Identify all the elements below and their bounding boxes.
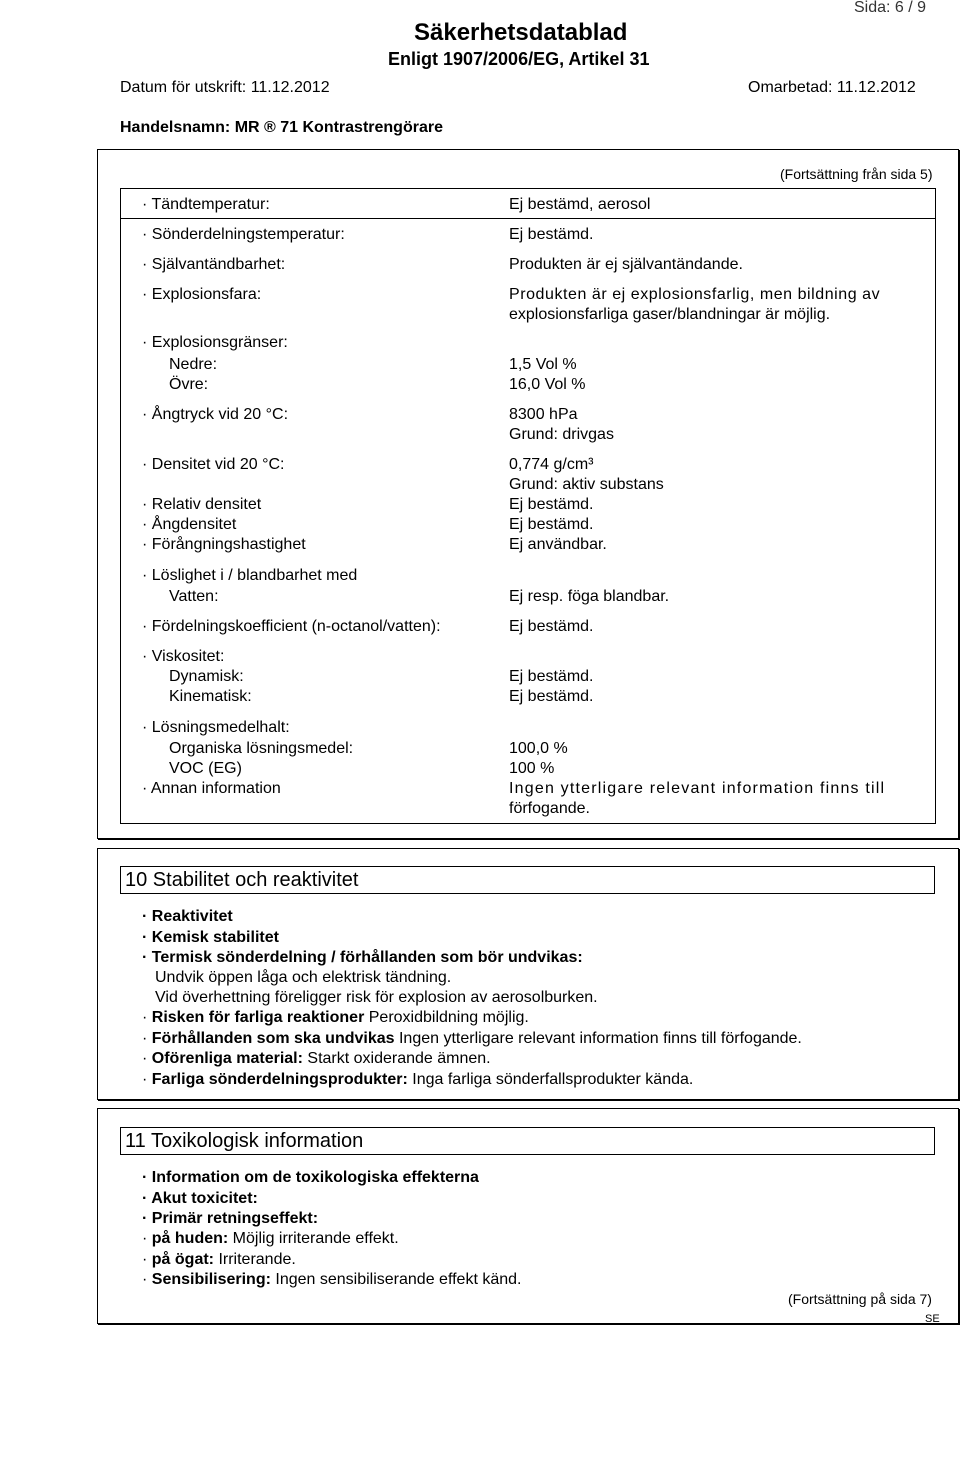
conditions-to-avoid-value: Ingen ytterligare relevant information finns till förfogande.: [398, 1030, 802, 1047]
viscosity-label: · Viskositet:: [142, 647, 224, 667]
conditions-to-avoid-row: · Förhållanden som ska undvikas Ingen ytterligare relevant information finns till förfogande.: [142, 1030, 802, 1047]
incompatible-materials-label: Oförenliga material:: [151, 1050, 303, 1067]
lower-limit-label: Nedre:: [169, 356, 218, 373]
ignition-label: · Tändtemperatur:: [142, 195, 270, 215]
voc-label: VOC (EG): [169, 760, 242, 777]
decomposition-temp-value: Ej bestämd.: [509, 226, 594, 243]
hazardous-reactions-row: · Risken för farliga reaktioner Peroxidbildning möjlig.: [142, 1009, 529, 1026]
acute-toxicity-label: · Akut toxicitet:: [142, 1189, 258, 1209]
water-value: Ej resp. föga blandbar.: [509, 588, 670, 605]
partition-coefficient-label: · Fördelningskoefficient (n-octanol/vatten):: [142, 617, 441, 637]
language-code: SE: [925, 1313, 940, 1325]
section-11-title: 11 Toxikologisk information: [120, 1127, 935, 1155]
organic-solvents-value: 100,0 %: [509, 740, 568, 757]
decomposition-products-row: · Farliga sönderdelningsprodukter: Inga farliga sönderfallsprodukter kända.: [142, 1071, 694, 1088]
ignition-value: Ej bestämd, aerosol: [509, 196, 651, 213]
evaporation-rate-label: · Förångningshastighet: [142, 535, 306, 555]
skin-effect-row: · på huden: Möjlig irriterande effekt.: [142, 1230, 399, 1247]
sensitization-label: Sensibilisering:: [151, 1271, 271, 1288]
eye-effect-label: på ögat:: [151, 1251, 214, 1268]
density-reason: Grund: aktiv substans: [509, 476, 664, 493]
row-divider: [121, 218, 935, 219]
relative-density-label: · Relativ densitet: [142, 495, 261, 515]
document-subtitle: Enligt 1907/2006/EG, Artikel 31: [388, 49, 650, 69]
print-date: Datum för utskrift: 11.12.2012: [120, 79, 330, 96]
toxicological-info-label: · Information om de toxikologiska effekterna: [142, 1168, 479, 1188]
voc-value: 100 %: [509, 760, 555, 777]
conditions-to-avoid-label: Förhållanden som ska undvikas: [151, 1030, 395, 1047]
kinematic-viscosity-label: Kinematisk:: [169, 688, 252, 705]
decomposition-products-value: Inga farliga sönderfallsprodukter kända.: [412, 1071, 694, 1088]
thermal-decomposition-text-2: Vid överhettning föreligger risk för explosion av aerosolburken.: [155, 989, 598, 1006]
evaporation-rate-value: Ej användbar.: [509, 536, 607, 553]
chemical-stability-label: · Kemisk stabilitet: [142, 928, 279, 948]
explosion-hazard-value-cont: explosionsfarliga gaser/blandningar är möjlig.: [509, 306, 831, 323]
other-information-label: · Annan information: [142, 779, 281, 799]
hazardous-reactions-label: Risken för farliga reaktioner: [151, 1009, 365, 1026]
reactivity-label: · Reaktivitet: [142, 907, 233, 927]
explosion-hazard-label: · Explosionsfara:: [142, 285, 261, 305]
page-number: Sida: 6 / 9: [854, 0, 927, 16]
revised-date: Omarbetad: 11.12.2012: [748, 79, 916, 96]
organic-solvents-label: Organiska lösningsmedel:: [169, 740, 354, 757]
primary-irritant-label: · Primär retningseffekt:: [142, 1209, 318, 1229]
continued-to: (Fortsättning på sida 7): [788, 1291, 932, 1307]
incompatible-materials-value: Starkt oxiderande ämnen.: [307, 1050, 491, 1067]
thermal-decomposition-label: · Termisk sönderdelning / förhållanden som bör undvikas:: [142, 948, 583, 968]
decomposition-products-label: Farliga sönderdelningsprodukter:: [151, 1071, 408, 1088]
document-title: Säkerhetsdatablad: [414, 19, 628, 46]
dynamic-viscosity-value: Ej bestämd.: [509, 668, 594, 685]
self-ignition-value: Produkten är ej självantändande.: [509, 256, 743, 273]
sensitization-row: · Sensibilisering: Ingen sensibiliserande effekt känd.: [142, 1271, 522, 1288]
kinematic-viscosity-value: Ej bestämd.: [509, 688, 594, 705]
density-label: · Densitet vid 20 °C:: [142, 455, 284, 475]
eye-effect-row: · på ögat: Irriterande.: [142, 1251, 296, 1268]
vapor-pressure-value: 8300 hPa: [509, 406, 578, 423]
decomposition-temp-label: · Sönderdelningstemperatur:: [142, 225, 345, 245]
water-label: Vatten:: [169, 588, 219, 605]
vapor-pressure-label: · Ångtryck vid 20 °C:: [142, 405, 288, 425]
skin-effect-value: Möjlig irriterande effekt.: [232, 1230, 399, 1247]
hazardous-reactions-value: Peroxidbildning möjlig.: [368, 1009, 529, 1026]
trade-name: Handelsnamn: MR ® 71 Kontrastrengörare: [120, 119, 443, 136]
eye-effect-value: Irriterande.: [218, 1251, 296, 1268]
sensitization-value: Ingen sensibiliserande effekt känd.: [275, 1271, 522, 1288]
incompatible-materials-row: · Oförenliga material: Starkt oxiderande ämnen.: [142, 1050, 491, 1067]
explosion-limits-label: · Explosionsgränser:: [142, 333, 288, 353]
relative-density-value: Ej bestämd.: [509, 496, 594, 513]
skin-effect-label: på huden:: [151, 1230, 229, 1247]
vapor-density-label: · Ångdensitet: [142, 515, 236, 535]
vapor-density-value: Ej bestämd.: [509, 516, 594, 533]
solubility-label: · Löslighet i / blandbarhet med: [142, 566, 357, 586]
thermal-decomposition-text: Undvik öppen låga och elektrisk tändning.: [155, 969, 452, 986]
other-information-value: Ingen ytterligare relevant information finns till: [509, 780, 886, 797]
solvent-content-label: · Lösningsmedelhalt:: [142, 718, 290, 738]
density-value: 0,774 g/cm³: [509, 456, 594, 473]
self-ignition-label: · Självantändbarhet:: [142, 255, 285, 275]
partition-coefficient-value: Ej bestämd.: [509, 618, 594, 635]
vapor-pressure-reason: Grund: drivgas: [509, 426, 614, 443]
explosion-hazard-value: Produkten är ej explosionsfarlig, men bildning av: [509, 286, 881, 303]
section-10-title: 10 Stabilitet och reaktivitet: [120, 866, 935, 894]
upper-limit-label: Övre:: [169, 376, 209, 393]
other-information-value-cont: förfogande.: [509, 800, 590, 817]
upper-limit-value: 16,0 Vol %: [509, 376, 586, 393]
continued-from: (Fortsättning från sida 5): [780, 166, 933, 182]
dynamic-viscosity-label: Dynamisk:: [169, 668, 244, 685]
lower-limit-value: 1,5 Vol %: [509, 356, 577, 373]
